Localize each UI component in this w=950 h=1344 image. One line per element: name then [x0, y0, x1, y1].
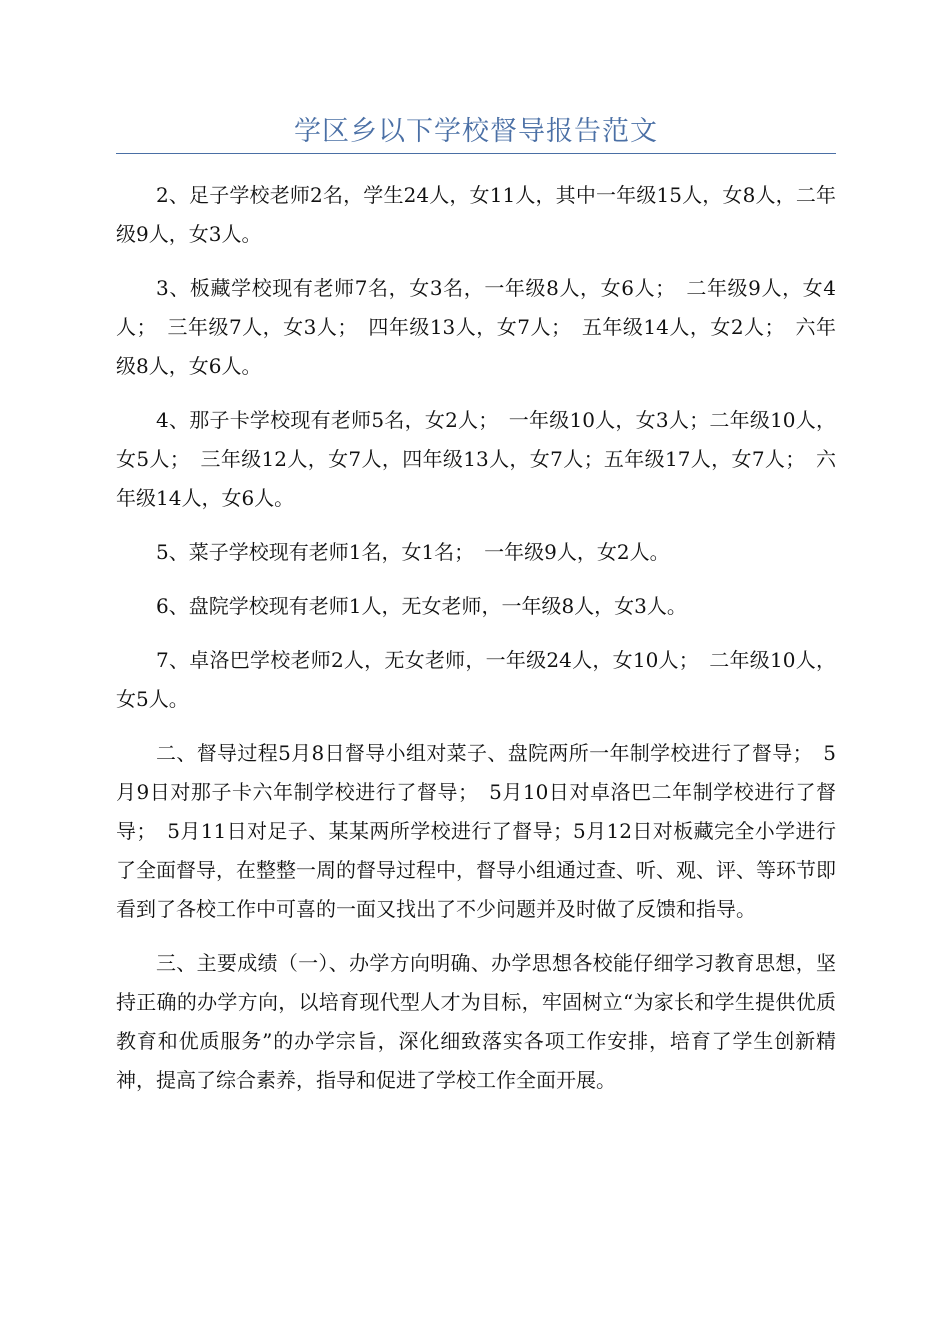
- document-title: 学区乡以下学校督导报告范文: [294, 116, 658, 147]
- paragraph-school-zhuoluoba: 7、卓洛巴学校老师2人，无女老师，一年级24人，女10人； 二年级10人，女5人。: [116, 648, 836, 711]
- paragraph-school-caizi: 5、菜子学校现有老师1名，女1名； 一年级9人，女2人。: [156, 540, 670, 564]
- paragraph-main-achievements: 三、主要成绩（一）、办学方向明确、办学思想各校能仔细学习教育思想，坚持正确的办学方向，以培育现代型人才为目标，牢固树立“为家长和学生提供优质教育和优质服务”的办学宗旨，深化细致落实各项工作安排，培育了学生创新精神，提高了综合素养，指导和促进了学校工作全面开展。: [116, 951, 836, 1092]
- paragraph-school-nazika: 4、那子卡学校现有老师5名，女2人； 一年级10人，女3人；二年级10人，女5人； 三年级12人，女7人，四年级13人，女7人；五年级17人，女7人； 六年级14人，女6人。: [116, 408, 836, 510]
- paragraph-school-panyuan: 6、盘院学校现有老师1人，无女老师，一年级8人，女3人。: [156, 594, 687, 618]
- document-body: [116, 176, 836, 1100]
- paragraph-school-banzang: 3、板藏学校现有老师7名，女3名，一年级8人，女6人； 二年级9人，女4人； 三年级7人，女3人； 四年级13人，女7人； 五年级14人，女2人； 六年级8人，女6人。: [116, 276, 836, 378]
- document-page: [116, 0, 836, 1115]
- paragraph-inspection-process: 二、督导过程5月8日督导小组对菜子、盘院两所一年制学校进行了督导； 5月9日对那子卡六年制学校进行了督导； 5月10日对卓洛巴二年制学校进行了督导； 5月11日对足子、某某两所学校进行了督导；5月12日对板藏完全小学进行了全面督导，在整整一周的督导过程中，督导小组通过查、听、观、评、等环节即看到了各校工作中可喜的一面又找出了不少问题并及时做了反馈和指导。: [116, 741, 836, 921]
- paragraph-school-zuzi: 2、足子学校老师2名，学生24人，女11人，其中一年级15人，女8人，二年级9人，女3人。: [116, 183, 836, 246]
- title-underline: [116, 153, 836, 154]
